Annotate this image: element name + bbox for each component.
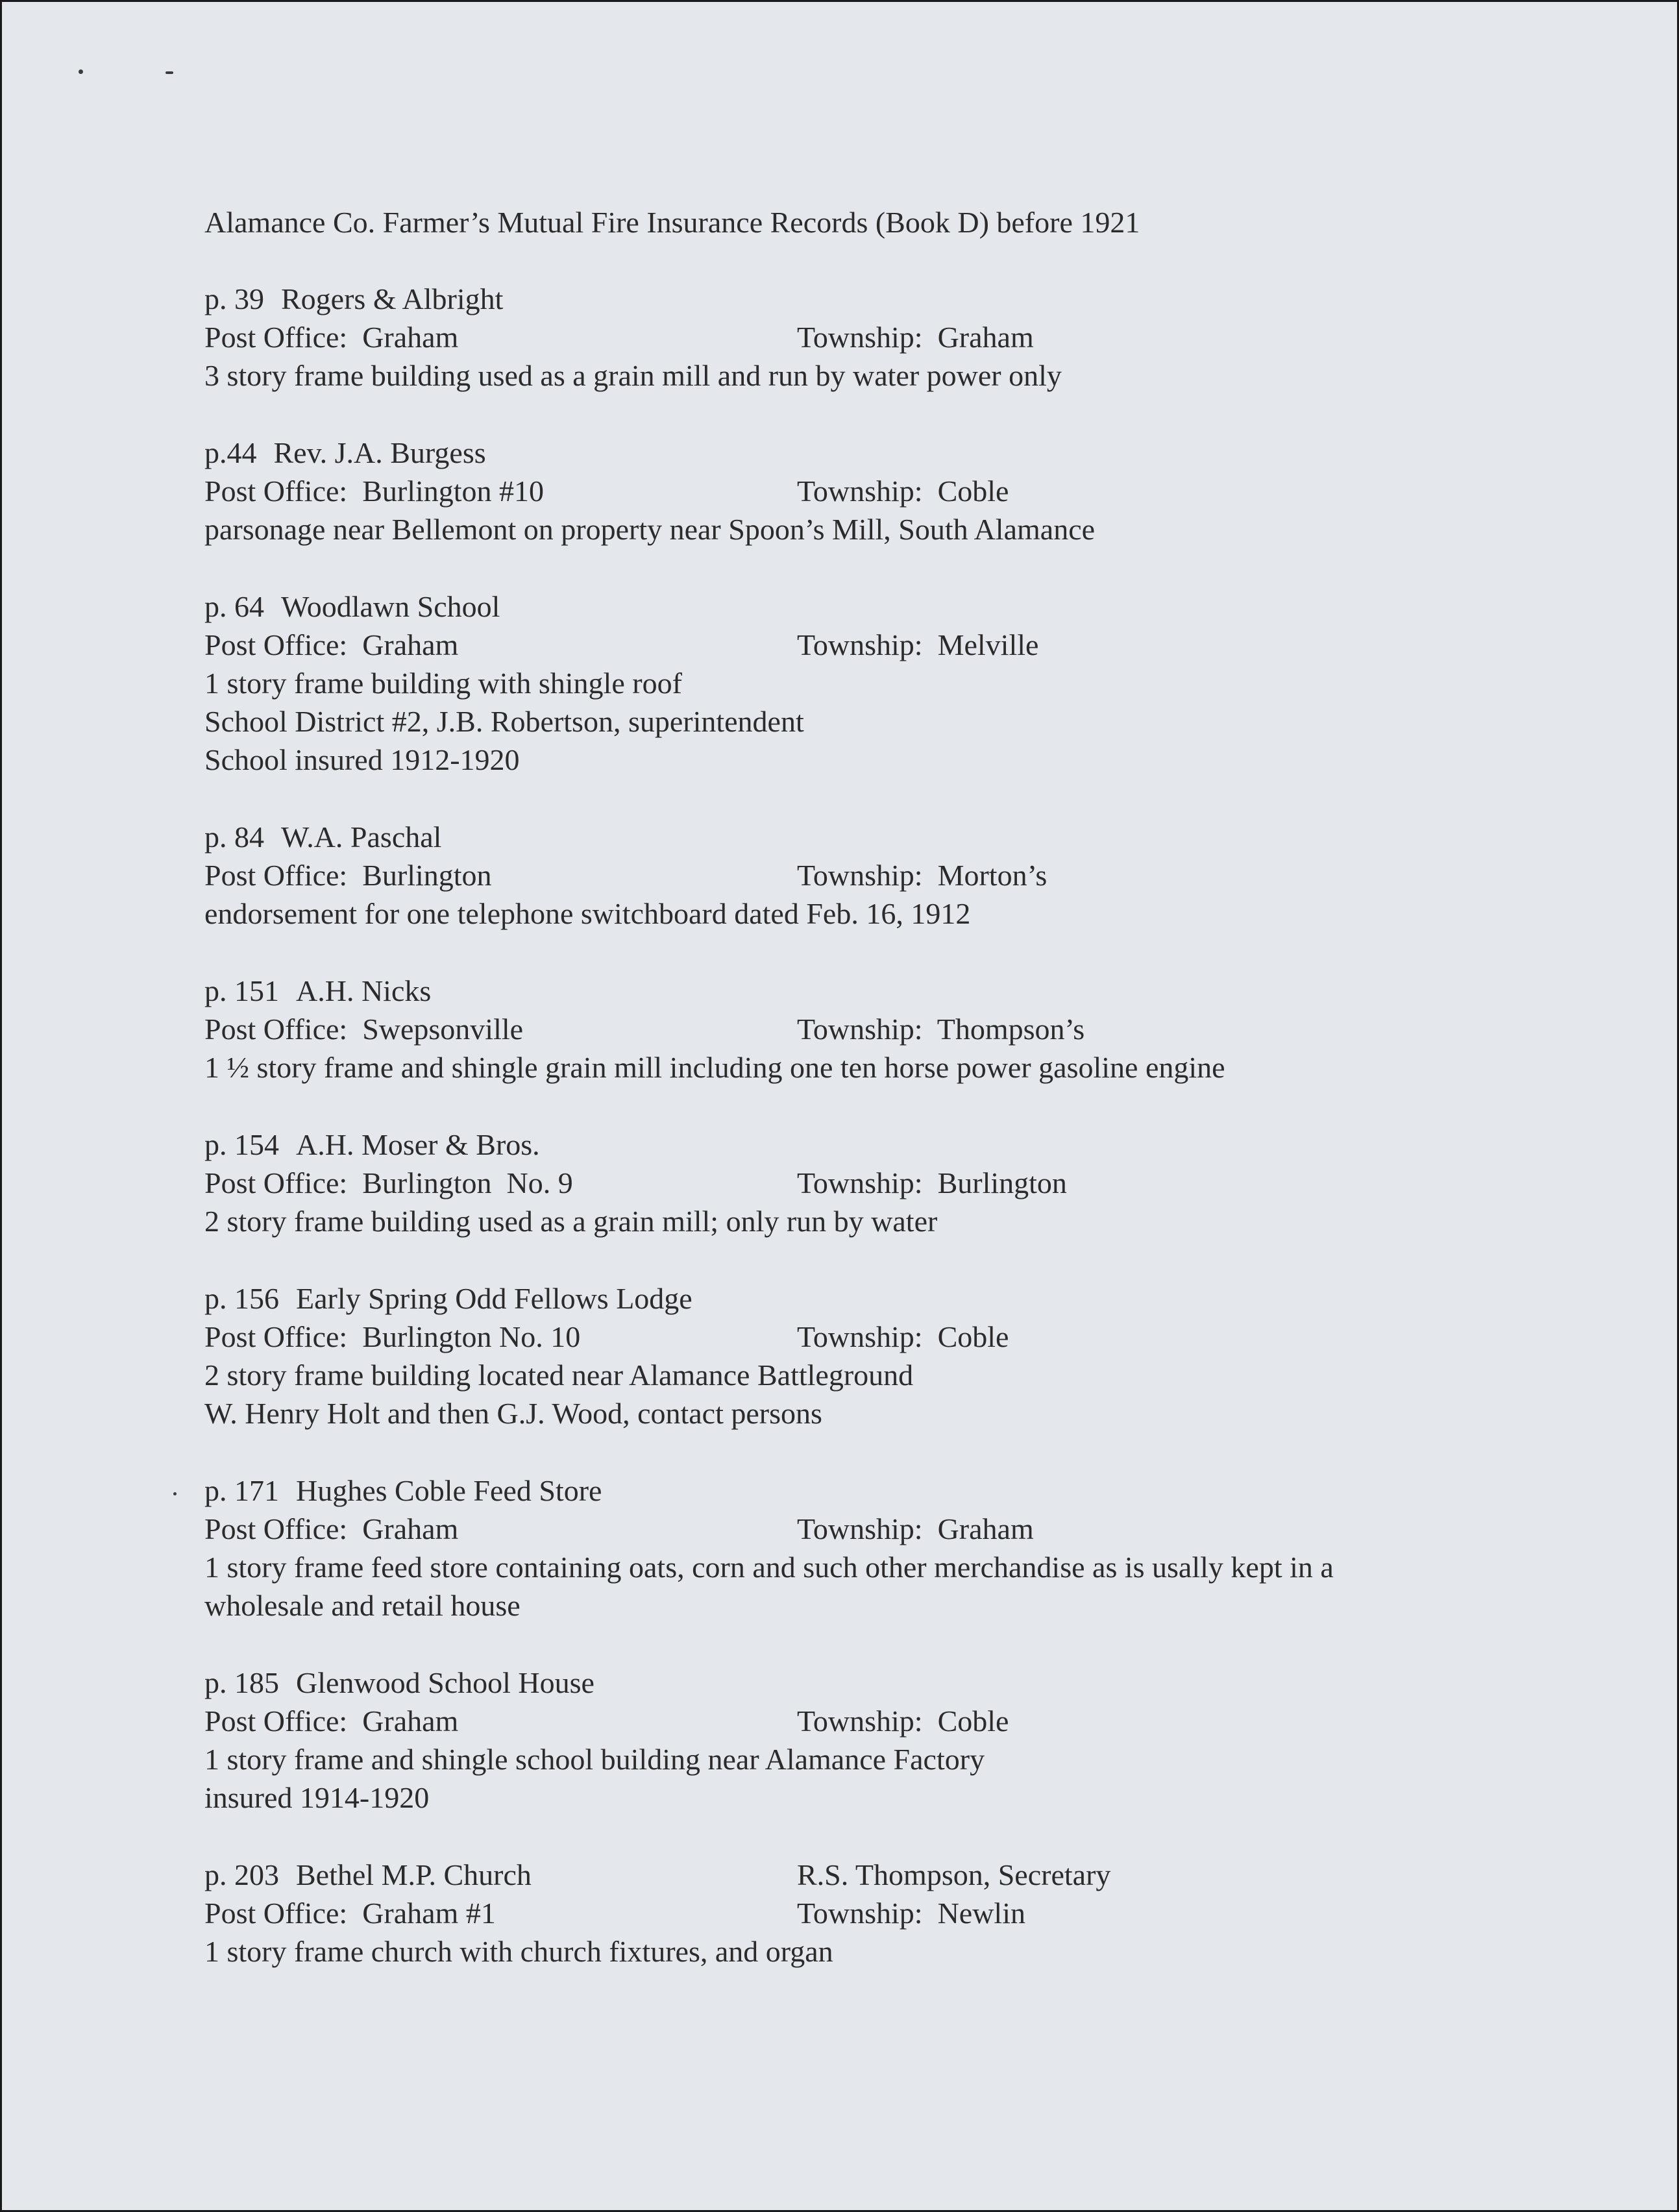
record-description: 1 story frame and shingle school building near Alamance Factory: [204, 1743, 985, 1776]
township-field: [797, 1010, 1085, 1048]
record-entry: [204, 1664, 1502, 1817]
record-description: 3 story frame building used as a grain mill and run by water power only: [204, 359, 1062, 392]
township-value: Coble: [937, 474, 1009, 508]
record-name: A.H. Moser & Bros.: [296, 1128, 540, 1161]
record-header: [204, 1125, 1502, 1164]
record-location: [204, 626, 1502, 664]
post-office-label: Post Office:: [204, 1704, 348, 1738]
record-description: W. Henry Holt and then G.J. Wood, contact persons: [204, 1397, 822, 1430]
township-field: [797, 1164, 1067, 1202]
record-description: insured 1914-1920: [204, 1781, 430, 1814]
township-label: Township:: [797, 1013, 923, 1046]
record-entry: [204, 818, 1502, 933]
post-office-label: Post Office:: [204, 628, 348, 661]
township-value: Graham: [937, 1512, 1034, 1545]
post-office-field: [204, 628, 458, 661]
township-label: Township:: [797, 1897, 923, 1930]
post-office-value: Graham: [362, 321, 459, 354]
township-label: Township:: [797, 859, 923, 892]
record-name: Rev. J.A. Burgess: [273, 436, 486, 469]
record-entry: [204, 434, 1502, 548]
record-description: parsonage near Bellemont on property near Spoon’s Mill, South Alamance: [204, 513, 1096, 546]
record-location: [204, 472, 1502, 510]
record-name: Bethel M.P. Church: [296, 1858, 532, 1891]
record-header: [204, 972, 1502, 1010]
record-description: 1 ½ story frame and shingle grain mill including one ten horse power gasoline engine: [204, 1051, 1225, 1084]
record-description: School insured 1912-1920: [204, 743, 520, 776]
record-page-number: p. 171: [204, 1474, 279, 1507]
township-value: Graham: [937, 321, 1034, 354]
record-name: A.H. Nicks: [296, 974, 432, 1007]
township-label: Township:: [797, 1320, 923, 1353]
record-description: wholesale and retail house: [204, 1589, 521, 1622]
township-field: [797, 1318, 1009, 1356]
scan-speck: [173, 1492, 177, 1495]
record-header: [204, 1856, 1502, 1894]
record-location: [204, 1010, 1502, 1048]
post-office-value: Swepsonville: [362, 1013, 524, 1046]
post-office-label: Post Office:: [204, 1897, 348, 1930]
township-field: [797, 626, 1038, 664]
record-description: 1 story frame building with shingle roof: [204, 667, 682, 700]
township-label: Township:: [797, 321, 923, 354]
record-name: Woodlawn School: [281, 590, 500, 623]
record-header: [204, 1279, 1502, 1318]
post-office-label: Post Office:: [204, 1320, 348, 1353]
post-office-label: Post Office:: [204, 1166, 348, 1199]
record-page-number: p. 185: [204, 1666, 279, 1699]
record-list: [204, 280, 1502, 2009]
record-entry: [204, 280, 1502, 395]
post-office-value: Burlington: [362, 859, 492, 892]
post-office-field: [204, 474, 544, 508]
record-page-number: p.44: [204, 436, 257, 469]
document-title: Alamance Co. Farmer’s Mutual Fire Insurance Records (Book D) before 1921: [204, 206, 1140, 239]
township-label: Township:: [797, 1704, 923, 1738]
record-location: [204, 318, 1502, 356]
post-office-field: [204, 1166, 573, 1199]
record-header: [204, 1664, 1502, 1702]
township-value: Burlington: [937, 1166, 1067, 1199]
post-office-label: Post Office:: [204, 474, 348, 508]
post-office-value: Graham: [362, 628, 459, 661]
record-description: 1 story frame church with church fixtures, and organ: [204, 1935, 833, 1968]
township-field: [797, 318, 1034, 356]
township-field: [797, 1702, 1009, 1740]
record-location: [204, 856, 1502, 894]
post-office-value: Graham: [362, 1704, 459, 1738]
post-office-field: [204, 859, 492, 892]
post-office-field: [204, 1013, 523, 1046]
post-office-value: Graham: [362, 1512, 459, 1545]
township-value: Newlin: [937, 1897, 1025, 1930]
record-location: [204, 1894, 1502, 1932]
record-location: [204, 1702, 1502, 1740]
post-office-value: Burlington #10: [362, 474, 545, 508]
record-name: Glenwood School House: [296, 1666, 594, 1699]
record-page-number: p. 151: [204, 974, 279, 1007]
record-description: 2 story frame building used as a grain mill; only run by water: [204, 1205, 938, 1238]
record-description: 2 story frame building located near Alamance Battleground: [204, 1358, 914, 1392]
record-page-number: p. 156: [204, 1282, 279, 1315]
record-location: [204, 1510, 1502, 1548]
record-entry: [204, 1856, 1502, 1971]
record-header: [204, 1471, 1502, 1510]
record-header: [204, 280, 1502, 318]
record-header: [204, 818, 1502, 856]
post-office-field: [204, 1512, 458, 1545]
township-label: Township:: [797, 1166, 923, 1199]
township-value: Morton’s: [937, 859, 1048, 892]
township-value: Melville: [937, 628, 1039, 661]
township-label: Township:: [797, 1512, 923, 1545]
record-description: endorsement for one telephone switchboard dated Feb. 16, 1912: [204, 897, 971, 930]
record-entry: [204, 1279, 1502, 1432]
record-header: [204, 587, 1502, 626]
record-page-number: p. 84: [204, 820, 264, 854]
township-label: Township:: [797, 474, 923, 508]
record-description: 1 story frame feed store containing oats, corn and such other merchandise as is usally kept in a: [204, 1551, 1334, 1584]
township-label: Township:: [797, 628, 923, 661]
post-office-value: Burlington No. 10: [362, 1320, 581, 1353]
post-office-label: Post Office:: [204, 859, 348, 892]
record-contact: R.S. Thompson, Secretary: [797, 1858, 1111, 1891]
township-field: [797, 1894, 1025, 1932]
post-office-field: [204, 1897, 496, 1930]
township-field: [797, 1510, 1034, 1548]
record-page-number: p. 64: [204, 590, 264, 623]
post-office-value: Graham #1: [362, 1897, 496, 1930]
record-page-number: p. 39: [204, 282, 264, 315]
record-location: [204, 1164, 1502, 1202]
township-field: [797, 856, 1047, 894]
record-header: [204, 434, 1502, 472]
record-entry: [204, 1471, 1502, 1625]
post-office-value: Burlington No. 9: [362, 1166, 573, 1199]
record-description: School District #2, J.B. Robertson, superintendent: [204, 705, 804, 738]
post-office-field: [204, 321, 458, 354]
record-page-number: p. 203: [204, 1858, 279, 1891]
record-name: Early Spring Odd Fellows Lodge: [296, 1282, 692, 1315]
record-name: Rogers & Albright: [281, 282, 504, 315]
scan-speck: [79, 69, 83, 74]
record-name: W.A. Paschal: [281, 820, 442, 854]
scan-speck: [165, 71, 173, 74]
township-value: Coble: [937, 1320, 1009, 1353]
post-office-field: [204, 1320, 580, 1353]
record-entry: [204, 972, 1502, 1087]
township-field: [797, 472, 1009, 510]
record-page-number: p. 154: [204, 1128, 279, 1161]
record-location: [204, 1318, 1502, 1356]
post-office-label: Post Office:: [204, 321, 348, 354]
record-entry: [204, 1125, 1502, 1240]
record-name: Hughes Coble Feed Store: [296, 1474, 602, 1507]
township-value: Coble: [937, 1704, 1009, 1738]
record-entry: [204, 587, 1502, 779]
post-office-label: Post Office:: [204, 1013, 348, 1046]
township-value: Thompson’s: [937, 1013, 1085, 1046]
post-office-label: Post Office:: [204, 1512, 348, 1545]
post-office-field: [204, 1704, 458, 1738]
